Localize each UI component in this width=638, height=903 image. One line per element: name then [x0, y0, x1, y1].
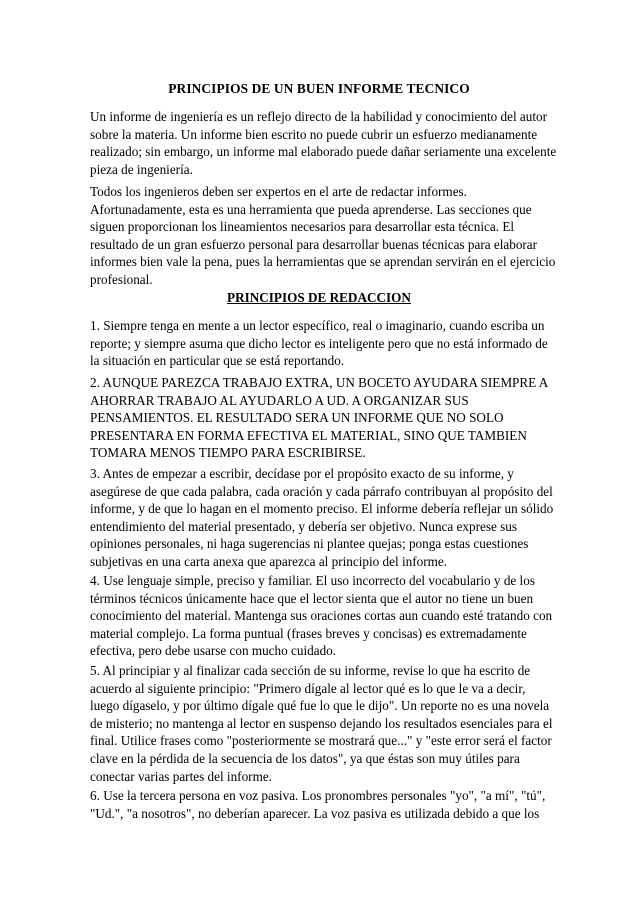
text-line: AHORRAR TRABAJO AL AYUDARLO A UD. A ORGANIZAR SUS: [90, 392, 469, 408]
text-line: 5. Al principiar y al finalizar cada sección de su informe, revise lo que ha escrito de: [90, 663, 531, 678]
principle-1: [90, 317, 552, 370]
document-title: PRINCIPIOS DE UN BUEN INFORME TECNICO: [168, 81, 470, 96]
text-line: PENSAMIENTOS. EL RESULTADO SERA UN INFORME QUE NO SOLO: [90, 410, 504, 426]
intro-paragraph: [90, 108, 557, 178]
text-line: material complejo. La forma puntual (frases breves y concisas) es extremadamente: [90, 625, 527, 641]
text-line: PRESENTARA EN FORMA EFECTIVA EL MATERIAL, SINO QUE TAMBIEN: [90, 427, 527, 443]
text-line: informes bien vale la pena, pues la herramientas que se aprendan servirán en el ejercicio: [90, 254, 556, 270]
text-line: profesional.: [90, 271, 153, 287]
text-line: reporte; y siempre asuma que dicho lector es inteligente pero que no está informado de: [90, 335, 548, 351]
text-line: asegúrese de que cada palabra, cada oración y cada párrafo contribuyan al propósito del: [90, 483, 553, 499]
text-line: la situación en particular que se está reportando.: [90, 353, 345, 369]
principle-3: [90, 465, 552, 571]
text-line: TOMARA MENOS TIEMPO PARA ESCRIBIRSE.: [90, 445, 366, 461]
text-line: conocimiento del material. Mantenga sus oraciones cortas aun cuando esté tratando con: [90, 608, 553, 624]
text-line: Todos los ingenieros deben ser expertos en el arte de redactar informes.: [90, 184, 467, 199]
text-line: clave en la pérdida de la secuencia de los datos", ya que éstas son muy útiles para: [90, 750, 520, 766]
principle-2: [90, 374, 552, 462]
second-paragraph: [90, 183, 556, 289]
principle-6: [90, 787, 552, 822]
text-line: resultado de un gran esfuerzo personal para desarrollar buenas técnicas para elaborar: [90, 236, 538, 252]
principle-4: [90, 572, 552, 660]
text-line: opiniones personales, ni haga sugerencias ni plantee quejas; ponga estas cuestiones: [90, 536, 529, 552]
text-line: sobre la materia. Un informe bien escrito no puede cubrir un esfuerzo medianamente: [90, 126, 538, 142]
text-line: 6. Use la tercera persona en voz pasiva. Los pronombres personales "yo", "a mí", "tú",: [90, 788, 546, 803]
text-line: Un informe de ingeniería es un reflejo directo de la habilidad y conocimiento del autor: [90, 109, 548, 124]
text-line: realizado; sin embargo, un informe mal elaborado puede dañar seriamente una excelente: [90, 144, 557, 160]
text-line: luego dígaselo, y por último dígale qué fue lo que le dijo". Un reporte no es una novela: [90, 698, 550, 714]
principle-5: [90, 662, 552, 785]
text-line: de misterio; no mantenga al lector en suspenso dejando los resultados esenciales para el: [90, 715, 553, 731]
text-line: efectiva, pero debe usarse con mucho cuidado.: [90, 643, 337, 659]
text-line: 2. AUNQUE PAREZCA TRABAJO EXTRA, UN BOCETO AYUDARA SIEMPRE A: [90, 375, 549, 390]
text-line: Afortunadamente, esta es una herramienta que pueda aprenderse. Las secciones que: [90, 201, 532, 217]
text-line: conectar varias partes del informe.: [90, 768, 272, 784]
text-line: 1. Siempre tenga en mente a un lector específico, real o imaginario, cuando escriba un: [90, 318, 545, 333]
section-title: PRINCIPIOS DE REDACCION: [227, 290, 411, 305]
text-line: final. Utilice frases como "posteriormente se mostrará que..." y "este error será el factor: [90, 733, 552, 749]
text-line: términos técnicos únicamente hace que el lector sienta que el autor no tiene un buen: [90, 590, 534, 606]
text-line: acuerdo al siguiente principio: "Primero dígale al lector qué es lo que le va a decir,: [90, 680, 526, 696]
text-line: informe, y de que lo hagan en el momento preciso. El informe debería reflejar un sólido: [90, 501, 554, 517]
text-line: 4. Use lenguaje simple, preciso y familiar. El uso incorrecto del vocabulario y de los: [90, 573, 535, 588]
text-line: "Ud.", "a nosotros", no deberían aparecer. La voz pasiva es utilizada debido a que los: [90, 805, 540, 821]
text-line: siguen proporcionan los lineamientos necesarios para desarrollar esta técnica. El: [90, 219, 515, 235]
text-line: entendimiento del material presentado, y debería ser objetivo. Nunca exprese sus: [90, 518, 517, 534]
text-line: pieza de ingeniería.: [90, 161, 193, 177]
text-line: 3. Antes de empezar a escribir, decídase por el propósito exacto de su informe, y: [90, 466, 514, 481]
text-line: subjetivas en una carta anexa que aparezca al principio del informe.: [90, 553, 447, 569]
